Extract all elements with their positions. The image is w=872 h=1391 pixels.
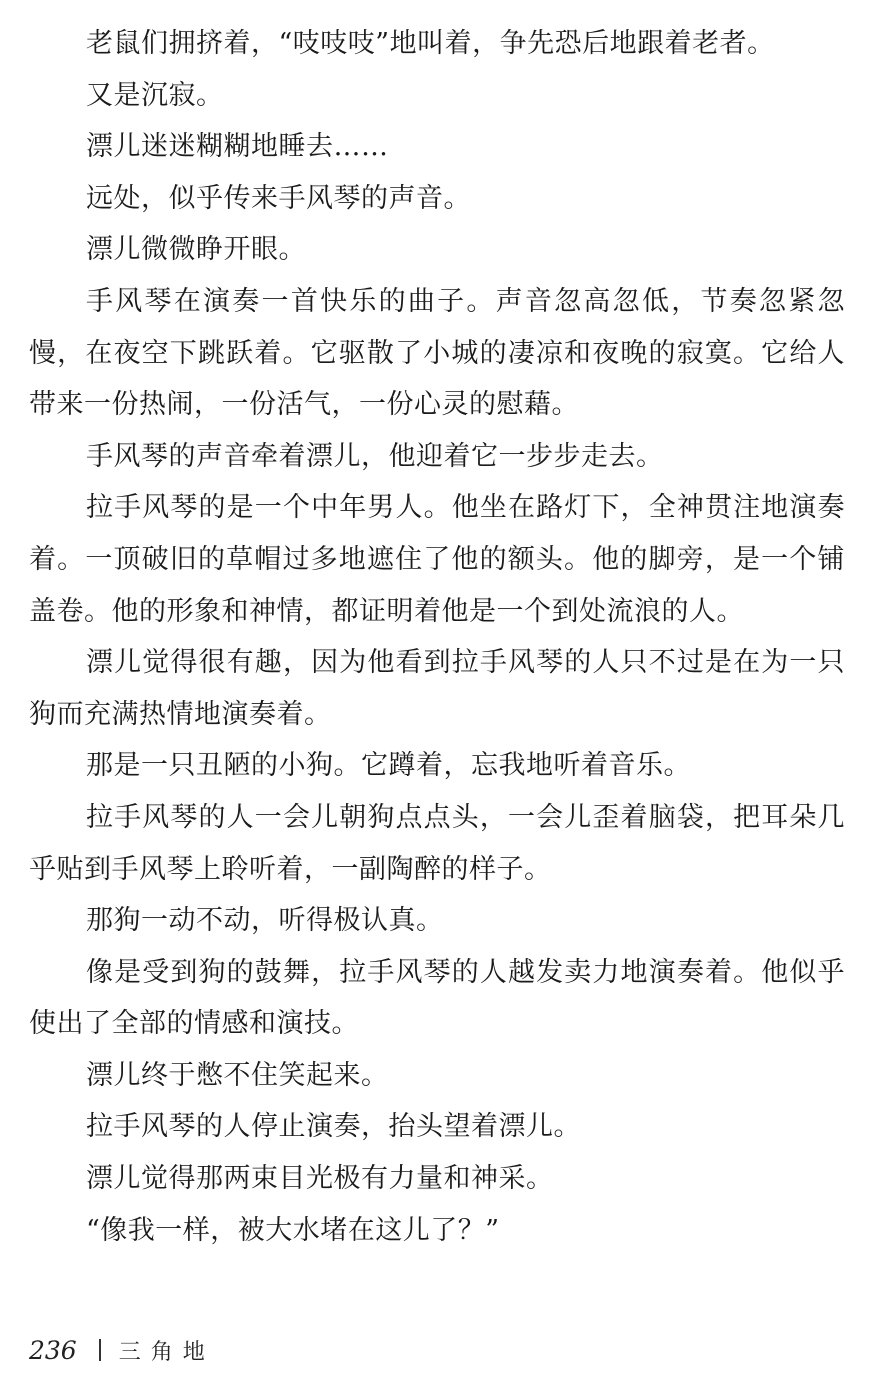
footer-divider <box>99 1339 101 1361</box>
paragraph: 老鼠们拥挤着，“吱吱吱”地叫着，争先恐后地跟着老者。 <box>86 28 775 59</box>
paragraph: 又是沉寂。 <box>86 79 224 111</box>
paragraph: 那是一只丑陋的小狗。它蹲着，忘我地听着音乐。 <box>86 750 691 782</box>
paragraph: 拉手风琴的人一会儿朝狗点点头，一会儿歪着脑袋，把耳朵几乎贴到手风琴上聆听着，一副陶醉的样子。 <box>29 801 845 885</box>
paragraph: “像我一样，被大水堵在这儿了？” <box>86 1214 500 1246</box>
page-body <box>29 18 845 1256</box>
paragraph: 拉手风琴的人停止演奏，抬头望着漂儿。 <box>86 1111 581 1143</box>
paragraph: 漂儿觉得很有趣，因为他看到拉手风琴的人只不过是在为一只狗而充满热情地演奏着。 <box>29 647 845 730</box>
paragraph: 拉手风琴的是一个中年男人。他坐在路灯下，全神贯注地演奏着。一顶破旧的草帽过多地遮住了他的额头。他的脚旁，是一个铺盖卷。他的形象和神情，都证明着他是一个到处流浪的人。 <box>29 492 845 627</box>
paragraph: 那狗一动不动，听得极认真。 <box>86 905 444 937</box>
paragraph: 漂儿觉得那两束目光极有力量和神采。 <box>86 1163 554 1195</box>
paragraph: 手风琴的声音牵着漂儿，他迎着它一步步走去。 <box>86 440 664 472</box>
paragraph: 漂儿微微睁开眼。 <box>86 234 306 266</box>
paragraph: 远处，似乎传来手风琴的声音。 <box>86 182 471 214</box>
page-footer <box>29 1330 215 1370</box>
paragraph: 漂儿迷迷糊糊地睡去…… <box>86 131 389 163</box>
paragraph: 手风琴在演奏一首快乐的曲子。声音忽高忽低，节奏忽紧忽慢，在夜空下跳跃着。它驱散了小城的凄凉和夜晚的寂寞。它给人带来一份热闹，一份活气，一份心灵的慰藉。 <box>29 285 845 421</box>
paragraph: 漂儿终于憋不住笑起来。 <box>86 1059 389 1091</box>
book-title: 三角地 <box>118 1339 215 1365</box>
page-number: 236 <box>29 1335 77 1365</box>
paragraph: 像是受到狗的鼓舞，拉手风琴的人越发卖力地演奏着。他似乎使出了全部的情感和演技。 <box>29 956 845 1040</box>
